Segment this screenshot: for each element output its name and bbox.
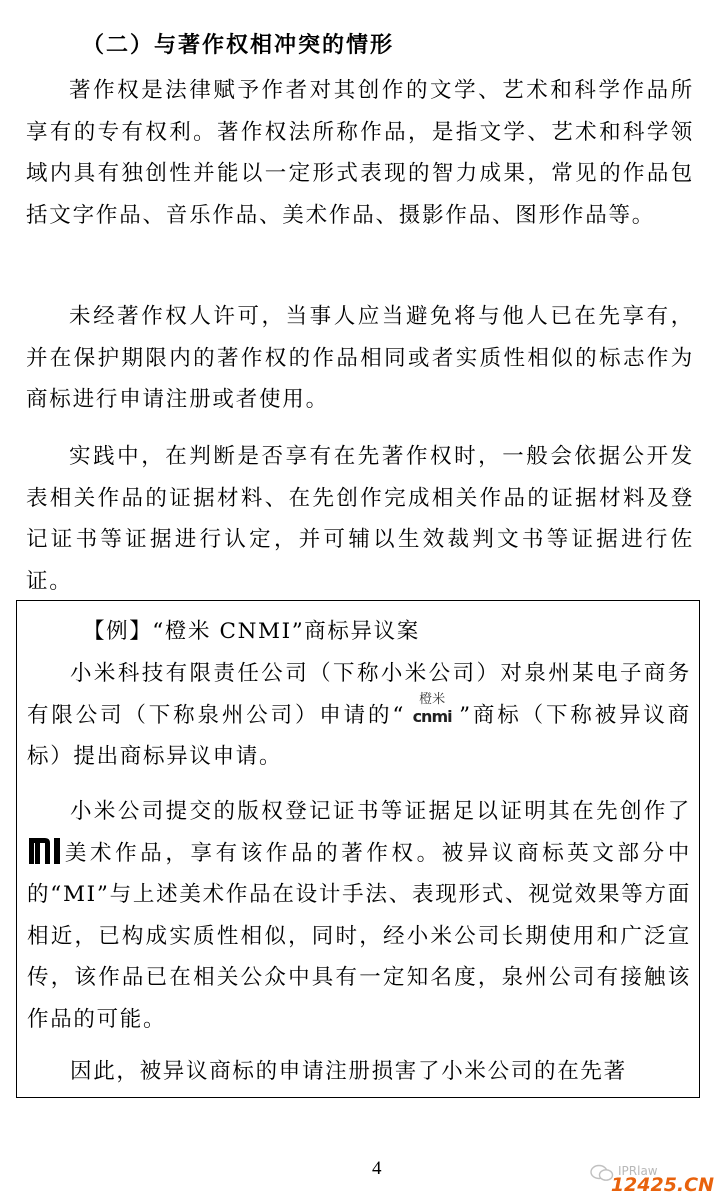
case-text-before-mark: 小米科技有限责任公司（下称小米公司）对泉州某电子商务有限公司（下称泉州公司）申请的“ bbox=[27, 661, 691, 728]
mark-chinese-text: 橙米 bbox=[419, 691, 446, 707]
case-text-after-mark: ”商标（下称被异议商标）提出商标异议申请。 bbox=[27, 702, 691, 769]
case-title: 【例】“橙米 CNMI”商标异议案 bbox=[83, 619, 420, 644]
paragraph-permission: 未经著作权人许可，当事人应当避免将与他人已在先享有，并在保护期限内的著作权的作品相同或者实质性相似的标志作为商标进行申请注册或者使用。 bbox=[26, 304, 694, 412]
watermark bbox=[570, 1160, 720, 1198]
mi-logo-icon bbox=[28, 836, 62, 866]
case-paragraph-opposition bbox=[27, 653, 691, 778]
watermark-site: 12425.CN bbox=[610, 1174, 714, 1196]
mark-latin-text: cnmi bbox=[412, 706, 452, 726]
case-text-before-logo: 小米公司提交的版权登记证书等证据足以证明其在先创作了 bbox=[70, 799, 691, 824]
page-number: 4 bbox=[372, 1158, 382, 1179]
case-paragraph-conclusion: 因此，被异议商标的申请注册损害了小米公司的在先著 bbox=[70, 1059, 627, 1084]
case-example-box bbox=[16, 600, 700, 1098]
case-text-after-logo: 美术作品，享有该作品的著作权。被异议商标英文部分中的“MI”与上述美术作品在设计手法、表现形式、视觉效果等方面相近，已构成实质性相似，同时，经小米公司长期使用和广泛宣传，该作品已在相关公众中具有一定知名度，泉州公司有接触该作品的可能。 bbox=[27, 840, 691, 1032]
paragraph-practice: 实践中，在判断是否享有在先著作权时，一般会依据公开发表相关作品的证据材料、在先创作完成相关作品的证据材料及登记证书等证据进行认定，并可辅以生效裁判文书等证据进行佐证。 bbox=[26, 444, 694, 594]
cnmi-trademark-image bbox=[406, 692, 458, 732]
watermark-faint-text: IPRlaw bbox=[618, 1164, 658, 1178]
paragraph-copyright-definition: 著作权是法律赋予作者对其创作的文学、艺术和科学作品所享有的专有权利。著作权法所称作品，是指文学、艺术和科学领域内具有独创性并能以一定形式表现的智力成果，常见的作品包括文字作品、音乐作品、美术作品、摄影作品、图形作品等。 bbox=[26, 78, 694, 228]
section-heading: （二）与著作权相冲突的情形 bbox=[82, 32, 395, 58]
case-paragraph-evidence bbox=[27, 791, 691, 1040]
